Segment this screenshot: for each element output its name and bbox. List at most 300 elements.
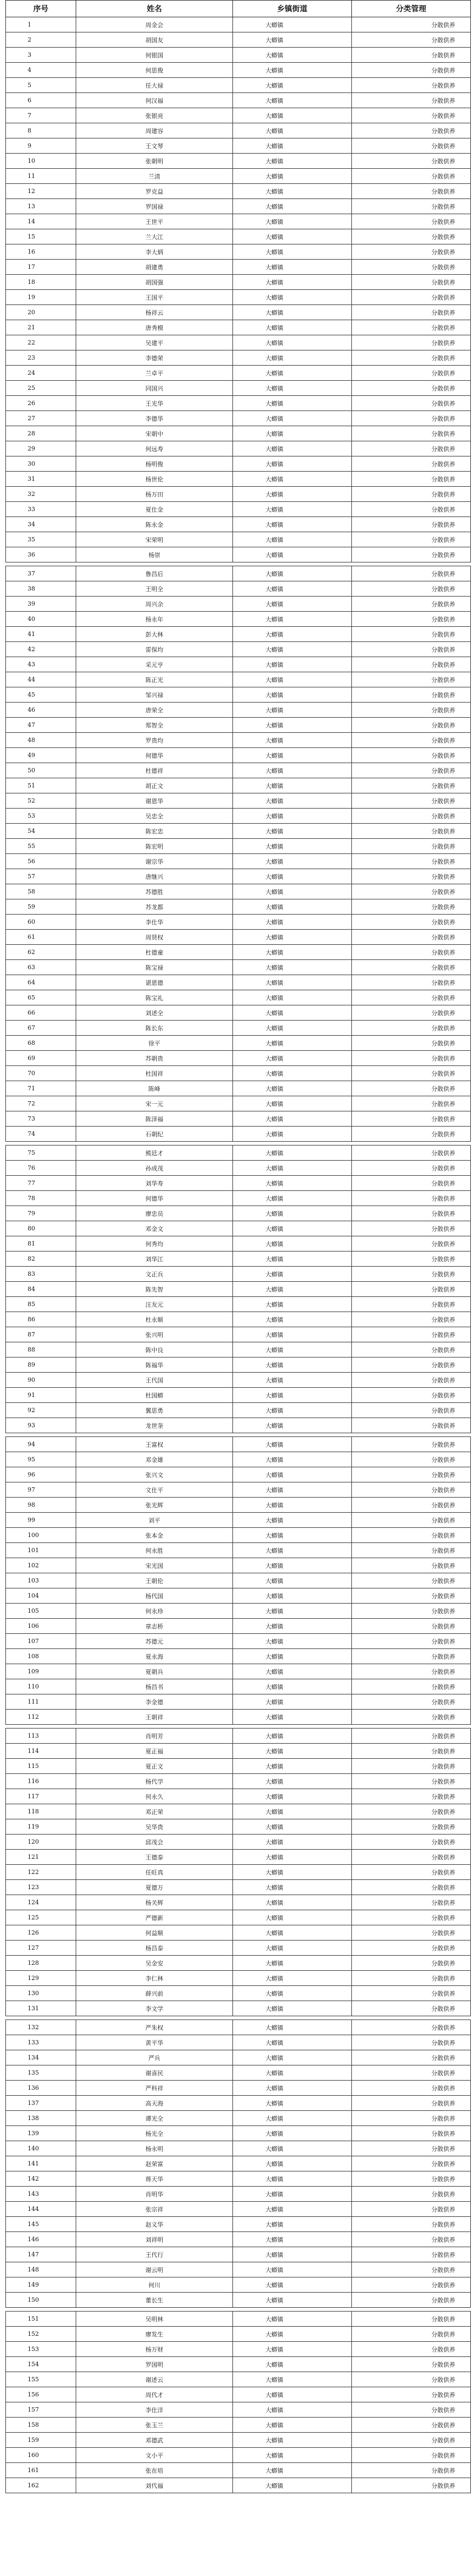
row-index: 138 [6, 2111, 76, 2126]
row-category: 分散供养 [352, 1221, 471, 1236]
row-town: 大蟒镇 [233, 2001, 352, 2016]
row-town: 大蟒镇 [233, 581, 352, 597]
row-category: 分散供养 [352, 1482, 471, 1498]
row-name: 胡正文 [76, 778, 233, 793]
row-index: 35 [6, 532, 76, 547]
row-category: 分散供养 [352, 915, 471, 930]
section-gap-cell [6, 1725, 471, 1729]
row-index: 79 [6, 1206, 76, 1221]
row-town: 大蟒镇 [233, 1236, 352, 1251]
row-category: 分散供养 [352, 1694, 471, 1710]
row-index: 31 [6, 472, 76, 487]
table-row [6, 1789, 471, 1804]
row-name: 宋一元 [76, 1096, 233, 1111]
row-town: 大蟒镇 [233, 2448, 352, 2463]
row-index: 73 [6, 1111, 76, 1127]
row-category: 分散供养 [352, 17, 471, 32]
row-name: 陈永金 [76, 517, 233, 532]
row-index: 12 [6, 184, 76, 199]
table-row [6, 290, 471, 305]
row-name: 同国兴 [76, 381, 233, 396]
row-town: 大蟒镇 [233, 2035, 352, 2050]
row-index: 78 [6, 1191, 76, 1206]
row-name: 李大炳 [76, 244, 233, 260]
table-row [6, 1774, 471, 1789]
table-row [6, 612, 471, 627]
table-row [6, 169, 471, 184]
row-town: 大蟒镇 [233, 1191, 352, 1206]
row-category: 分散供养 [352, 2081, 471, 2096]
row-index: 54 [6, 824, 76, 839]
row-name: 杨明俊 [76, 456, 233, 472]
row-category: 分散供养 [352, 2418, 471, 2433]
row-category: 分散供养 [352, 199, 471, 214]
row-name: 严朱权 [76, 2020, 233, 2035]
table-row [6, 1528, 471, 1543]
row-category: 分散供养 [352, 2001, 471, 2016]
table-row [6, 1971, 471, 1986]
row-category: 分散供养 [352, 2247, 471, 2262]
row-town: 大蟒镇 [233, 78, 352, 93]
row-name: 李仕洋 [76, 2402, 233, 2418]
row-name: 廖忠员 [76, 1206, 233, 1221]
row-name: 刘述全 [76, 1005, 233, 1021]
row-category: 分散供养 [352, 2141, 471, 2156]
row-name: 周建容 [76, 123, 233, 138]
table-row [6, 305, 471, 320]
row-index: 68 [6, 1036, 76, 1051]
row-name: 赵荣富 [76, 2156, 233, 2171]
row-index: 92 [6, 1403, 76, 1418]
row-name: 周兴余 [76, 597, 233, 612]
row-name: 罗贵均 [76, 733, 233, 748]
row-index: 118 [6, 1804, 76, 1819]
row-town: 大蟒镇 [233, 1880, 352, 1895]
table-row [6, 381, 471, 396]
row-index: 13 [6, 199, 76, 214]
row-category: 分散供养 [352, 1986, 471, 2001]
row-category: 分散供养 [352, 472, 471, 487]
row-index: 88 [6, 1342, 76, 1357]
row-name: 何永胜 [76, 1543, 233, 1558]
row-town: 大蟒镇 [233, 2156, 352, 2171]
row-name: 宋朝中 [76, 426, 233, 441]
row-name: 王代行 [76, 2247, 233, 2262]
row-town: 大蟒镇 [233, 1297, 352, 1312]
row-category: 分散供养 [352, 2463, 471, 2478]
row-index: 10 [6, 154, 76, 169]
row-index: 153 [6, 2342, 76, 2357]
row-index: 83 [6, 1267, 76, 1282]
row-town: 大蟒镇 [233, 2050, 352, 2065]
row-index: 162 [6, 2478, 76, 2493]
row-town: 大蟒镇 [233, 275, 352, 290]
table-row [6, 2402, 471, 2418]
row-index: 91 [6, 1388, 76, 1403]
table-row [6, 320, 471, 335]
row-name: 陈福华 [76, 1357, 233, 1373]
row-index: 40 [6, 612, 76, 627]
row-name: 王富权 [76, 1437, 233, 1452]
table-row [6, 108, 471, 123]
row-index: 157 [6, 2402, 76, 2418]
row-index: 46 [6, 703, 76, 718]
row-index: 9 [6, 138, 76, 154]
row-category: 分散供养 [352, 1649, 471, 1664]
row-name: 兰卓平 [76, 366, 233, 381]
row-category: 分散供养 [352, 93, 471, 108]
row-index: 55 [6, 839, 76, 854]
row-town: 大蟒镇 [233, 1619, 352, 1634]
row-town: 大蟒镇 [233, 2232, 352, 2247]
row-name: 罗国明 [76, 2357, 233, 2372]
row-category: 分散供养 [352, 1418, 471, 1433]
row-index: 58 [6, 884, 76, 899]
row-category: 分散供养 [352, 1176, 471, 1191]
row-index: 155 [6, 2372, 76, 2387]
row-name: 夏正福 [76, 1744, 233, 1759]
row-category: 分散供养 [352, 1619, 471, 1634]
row-category: 分散供养 [352, 1774, 471, 1789]
row-category: 分散供养 [352, 2156, 471, 2171]
row-name: 王朝伦 [76, 1573, 233, 1588]
table-row [6, 1418, 471, 1433]
row-name: 杨昌泰 [76, 1941, 233, 1956]
row-town: 大蟒镇 [233, 1694, 352, 1710]
row-index: 123 [6, 1880, 76, 1895]
row-category: 分散供养 [352, 1604, 471, 1619]
table-row [6, 32, 471, 48]
row-index: 41 [6, 627, 76, 642]
table-row [6, 2463, 471, 2478]
row-category: 分散供养 [352, 703, 471, 718]
row-name: 谭光全 [76, 2111, 233, 2126]
row-name: 杨祥云 [76, 305, 233, 320]
table-row [6, 1342, 471, 1357]
row-category: 分散供养 [352, 350, 471, 366]
table-row [6, 2050, 471, 2065]
row-index: 18 [6, 275, 76, 290]
row-town: 大蟒镇 [233, 2247, 352, 2262]
row-index: 159 [6, 2433, 76, 2448]
row-category: 分散供养 [352, 1880, 471, 1895]
table-row [6, 1710, 471, 1725]
row-town: 大蟒镇 [233, 381, 352, 396]
row-name: 采元亨 [76, 657, 233, 672]
row-name: 汪友元 [76, 1297, 233, 1312]
row-category: 分散供养 [352, 2387, 471, 2402]
row-town: 大蟒镇 [233, 244, 352, 260]
row-town: 大蟒镇 [233, 138, 352, 154]
table-row [6, 566, 471, 581]
row-category: 分散供养 [352, 763, 471, 778]
row-category: 分散供养 [352, 78, 471, 93]
row-index: 22 [6, 335, 76, 350]
table-row [6, 1956, 471, 1971]
table-row [6, 1373, 471, 1388]
table-row [6, 2372, 471, 2387]
row-category: 分散供养 [352, 1021, 471, 1036]
row-town: 大蟒镇 [233, 869, 352, 884]
row-town: 大蟒镇 [233, 793, 352, 809]
row-index: 29 [6, 441, 76, 456]
table-row [6, 672, 471, 687]
row-town: 大蟒镇 [233, 396, 352, 411]
row-category: 分散供养 [352, 824, 471, 839]
row-index: 112 [6, 1710, 76, 1725]
row-name: 徐平 [76, 1036, 233, 1051]
table-row [6, 930, 471, 945]
row-name: 邹兴禄 [76, 687, 233, 703]
table-row [6, 687, 471, 703]
row-category: 分散供养 [352, 1804, 471, 1819]
table-row [6, 627, 471, 642]
row-town: 大蟒镇 [233, 1543, 352, 1558]
row-category: 分散供养 [352, 884, 471, 899]
row-town: 大蟒镇 [233, 2217, 352, 2232]
table-row [6, 2156, 471, 2171]
row-category: 分散供养 [352, 456, 471, 472]
row-town: 大蟒镇 [233, 975, 352, 990]
row-index: 77 [6, 1176, 76, 1191]
row-name: 何汉福 [76, 93, 233, 108]
row-town: 大蟒镇 [233, 154, 352, 169]
table-row [6, 1403, 471, 1418]
row-category: 分散供养 [352, 260, 471, 275]
row-category: 分散供养 [352, 1759, 471, 1774]
row-name: 苏德胜 [76, 884, 233, 899]
row-name: 杨昌书 [76, 1679, 233, 1694]
table-row [6, 335, 471, 350]
row-town: 大蟒镇 [233, 260, 352, 275]
row-town: 大蟒镇 [233, 169, 352, 184]
table-row [6, 642, 471, 657]
table-row [6, 154, 471, 169]
row-category: 分散供养 [352, 244, 471, 260]
row-index: 84 [6, 1282, 76, 1297]
row-name: 张兴明 [76, 1327, 233, 1342]
row-town: 大蟒镇 [233, 532, 352, 547]
row-index: 76 [6, 1161, 76, 1176]
row-index: 110 [6, 1679, 76, 1694]
table-row [6, 1096, 471, 1111]
row-category: 分散供养 [352, 2357, 471, 2372]
table-row [6, 1066, 471, 1081]
table-row [6, 703, 471, 718]
row-index: 95 [6, 1452, 76, 1467]
row-town: 大蟒镇 [233, 2126, 352, 2141]
row-town: 大蟒镇 [233, 214, 352, 229]
row-index: 28 [6, 426, 76, 441]
table-row [6, 990, 471, 1005]
row-category: 分散供养 [352, 108, 471, 123]
table-row [6, 1206, 471, 1221]
row-category: 分散供养 [352, 1789, 471, 1804]
row-index: 126 [6, 1925, 76, 1941]
row-category: 分散供养 [352, 1297, 471, 1312]
row-name: 刘祥明 [76, 2232, 233, 2247]
row-index: 94 [6, 1437, 76, 1452]
row-index: 87 [6, 1327, 76, 1342]
row-name: 罗克益 [76, 184, 233, 199]
row-town: 大蟒镇 [233, 945, 352, 960]
row-index: 108 [6, 1649, 76, 1664]
row-category: 分散供养 [352, 2171, 471, 2187]
row-index: 56 [6, 854, 76, 869]
roster-sheet [5, 0, 470, 2493]
table-row [6, 899, 471, 915]
row-town: 大蟒镇 [233, 2342, 352, 2357]
row-town: 大蟒镇 [233, 566, 352, 581]
row-name: 王朝祥 [76, 1710, 233, 1725]
table-row [6, 547, 471, 562]
row-town: 大蟒镇 [233, 1267, 352, 1282]
row-category: 分散供养 [352, 1357, 471, 1373]
row-town: 大蟒镇 [233, 1206, 352, 1221]
row-town: 大蟒镇 [233, 627, 352, 642]
row-name: 黄平华 [76, 2035, 233, 2050]
row-index: 121 [6, 1850, 76, 1865]
row-town: 大蟒镇 [233, 2065, 352, 2081]
row-index: 101 [6, 1543, 76, 1558]
row-category: 分散供养 [352, 930, 471, 945]
row-name: 王国平 [76, 290, 233, 305]
row-town: 大蟒镇 [233, 366, 352, 381]
row-category: 分散供养 [352, 1206, 471, 1221]
row-town: 大蟒镇 [233, 335, 352, 350]
row-category: 分散供养 [352, 1452, 471, 1467]
table-row [6, 517, 471, 532]
row-category: 分散供养 [352, 305, 471, 320]
row-town: 大蟒镇 [233, 1986, 352, 2001]
row-town: 大蟒镇 [233, 1604, 352, 1619]
row-name: 何思俊 [76, 63, 233, 78]
row-town: 大蟒镇 [233, 1819, 352, 1835]
row-name: 宋光国 [76, 1558, 233, 1573]
row-name: 兰清 [76, 169, 233, 184]
row-name: 杨崇 [76, 547, 233, 562]
row-town: 大蟒镇 [233, 1759, 352, 1774]
row-index: 111 [6, 1694, 76, 1710]
row-category: 分散供养 [352, 1036, 471, 1051]
table-row [6, 1619, 471, 1634]
row-name: 赵义华 [76, 2217, 233, 2232]
row-index: 53 [6, 809, 76, 824]
row-category: 分散供养 [352, 2202, 471, 2217]
row-town: 大蟒镇 [233, 2141, 352, 2156]
table-row [6, 1664, 471, 1679]
row-town: 大蟒镇 [233, 763, 352, 778]
row-name: 郑智全 [76, 718, 233, 733]
table-body [6, 17, 471, 2493]
row-name: 何德华 [76, 1191, 233, 1206]
row-index: 1 [6, 17, 76, 32]
table-row [6, 2035, 471, 2050]
row-index: 136 [6, 2081, 76, 2096]
row-index: 98 [6, 1498, 76, 1513]
row-category: 分散供养 [352, 809, 471, 824]
row-category: 分散供养 [352, 517, 471, 532]
row-index: 128 [6, 1956, 76, 1971]
row-category: 分散供养 [352, 657, 471, 672]
table-row [6, 411, 471, 426]
table-row [6, 1649, 471, 1664]
row-town: 大蟒镇 [233, 1021, 352, 1036]
row-category: 分散供养 [352, 32, 471, 48]
row-category: 分散供养 [352, 1282, 471, 1297]
row-index: 147 [6, 2247, 76, 2262]
table-row [6, 839, 471, 854]
table-row [6, 1051, 471, 1066]
table-row [6, 229, 471, 244]
row-index: 74 [6, 1127, 76, 1142]
table-row [6, 78, 471, 93]
table-row [6, 63, 471, 78]
row-name: 杜德祥 [76, 763, 233, 778]
row-name: 蒋天华 [76, 2171, 233, 2187]
row-name: 唐秀模 [76, 320, 233, 335]
row-category: 分散供养 [352, 990, 471, 1005]
row-category: 分散供养 [352, 1081, 471, 1096]
row-name: 龙世奎 [76, 1418, 233, 1433]
row-category: 分散供养 [352, 2312, 471, 2327]
row-category: 分散供养 [352, 275, 471, 290]
row-name: 宋荣明 [76, 532, 233, 547]
row-name: 苏德元 [76, 1634, 233, 1649]
table-row [6, 1327, 471, 1342]
table-row [6, 1452, 471, 1467]
table-row [6, 2418, 471, 2433]
row-town: 大蟒镇 [233, 1729, 352, 1744]
row-category: 分散供养 [352, 1267, 471, 1282]
table-row [6, 597, 471, 612]
row-category: 分散供养 [352, 48, 471, 63]
row-index: 51 [6, 778, 76, 793]
row-town: 大蟒镇 [233, 2096, 352, 2111]
row-name: 王德泰 [76, 1850, 233, 1865]
header-index: 序号 [6, 1, 76, 17]
row-index: 93 [6, 1418, 76, 1433]
row-name: 杨永年 [76, 612, 233, 627]
table-row [6, 2141, 471, 2156]
row-name: 章志桥 [76, 1619, 233, 1634]
row-town: 大蟒镇 [233, 1357, 352, 1373]
row-index: 4 [6, 63, 76, 78]
row-category: 分散供养 [352, 487, 471, 502]
row-index: 24 [6, 366, 76, 381]
row-index: 6 [6, 93, 76, 108]
roster-table [5, 0, 471, 2493]
table-row [6, 2171, 471, 2187]
table-row [6, 93, 471, 108]
table-row [6, 1036, 471, 1051]
row-index: 97 [6, 1482, 76, 1498]
row-name: 陈正光 [76, 672, 233, 687]
row-category: 分散供养 [352, 960, 471, 975]
row-index: 103 [6, 1573, 76, 1588]
row-category: 分散供养 [352, 2327, 471, 2342]
row-category: 分散供养 [352, 1573, 471, 1588]
row-category: 分散供养 [352, 138, 471, 154]
row-index: 129 [6, 1971, 76, 1986]
row-index: 19 [6, 290, 76, 305]
row-name: 刘华寿 [76, 1176, 233, 1191]
row-category: 分散供养 [352, 687, 471, 703]
row-town: 大蟒镇 [233, 123, 352, 138]
row-category: 分散供养 [352, 612, 471, 627]
row-town: 大蟒镇 [233, 1342, 352, 1357]
row-category: 分散供养 [352, 1513, 471, 1528]
